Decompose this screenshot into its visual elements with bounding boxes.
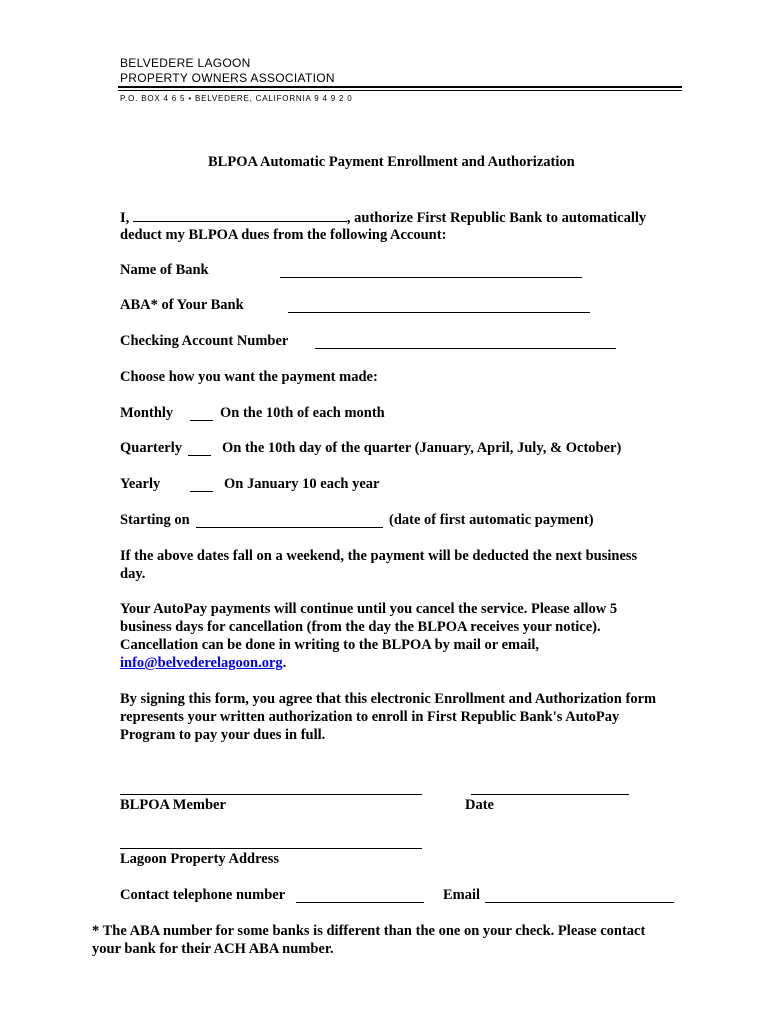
quarterly-desc: On the 10th day of the quarter (January, April, July, & October) [222, 440, 622, 456]
authorize-suffix: , authorize First Republic Bank to automatically [346, 210, 647, 226]
weekend-line2: day. [120, 566, 146, 582]
starting-desc: (date of first automatic payment) [389, 512, 594, 528]
quarterly-checkbox-blank[interactable] [188, 455, 211, 456]
phone-blank[interactable] [296, 902, 424, 903]
bank-name-blank[interactable] [280, 277, 582, 278]
aba-label: ABA* of Your Bank [120, 297, 244, 313]
yearly-label: Yearly [120, 476, 161, 492]
monthly-label: Monthly [120, 405, 174, 421]
email-label: Email [443, 887, 481, 903]
autopay-line2: business days for cancellation (from the day the BLPOA receives your notice). [120, 619, 601, 635]
member-label: BLPOA Member [120, 797, 226, 813]
quarterly-label: Quarterly [120, 440, 183, 456]
form-title: BLPOA Automatic Payment Enrollment and Authorization [208, 154, 575, 170]
address-label: Lagoon Property Address [120, 851, 279, 867]
autopay-line1: Your AutoPay payments will continue until you cancel the service. Please allow 5 [120, 601, 618, 617]
authorize-prefix: I, [120, 210, 130, 226]
authorize-line2: deduct my BLPOA dues from the following Account: [120, 227, 447, 243]
signing-line2: represents your written authorization to enroll in First Republic Bank's AutoPay [120, 709, 620, 725]
payment-prompt: Choose how you want the payment made: [120, 369, 378, 385]
email-period: . [282, 655, 287, 671]
autopay-line3: Cancellation can be done in writing to the BLPOA by mail or email, [120, 637, 540, 653]
bank-name-label: Name of Bank [120, 262, 209, 278]
date-label: Date [465, 797, 494, 813]
yearly-checkbox-blank[interactable] [190, 491, 213, 492]
email-blank[interactable] [485, 902, 674, 903]
checking-blank[interactable] [315, 348, 616, 349]
email-link[interactable]: info@belvederelagoon.org [120, 655, 283, 671]
signing-line3: Program to pay your dues in full. [120, 727, 326, 743]
weekend-line1: If the above dates fall on a weekend, the payment will be deducted the next business [120, 548, 638, 564]
member-signature-blank[interactable] [120, 794, 422, 795]
aba-blank[interactable] [288, 312, 590, 313]
address-blank[interactable] [120, 848, 422, 849]
signing-line1: By signing this form, you agree that this electronic Enrollment and Authorization form [120, 691, 657, 707]
autopay-paragraph [120, 600, 700, 672]
org-address: P.O. BOX 4 6 5 • BELVEDERE, CALIFORNIA 9 4 9 2 0 [120, 94, 353, 103]
footnote-line2: your bank for their ACH ABA number. [92, 941, 334, 957]
starting-label: Starting on [120, 512, 190, 528]
date-blank[interactable] [471, 794, 629, 795]
org-name-line1: BELVEDERE LAGOON [120, 56, 251, 70]
signing-paragraph [120, 690, 700, 744]
authorize-line1 [120, 209, 646, 227]
header-rule-thin [118, 90, 682, 91]
name-blank[interactable] [133, 209, 347, 222]
monthly-desc: On the 10th of each month [220, 405, 385, 421]
phone-label: Contact telephone number [120, 887, 286, 903]
autopay-line4 [120, 654, 700, 672]
yearly-desc: On January 10 each year [224, 476, 380, 492]
checking-label: Checking Account Number [120, 333, 289, 349]
monthly-checkbox-blank[interactable] [190, 420, 213, 421]
org-name-line2: PROPERTY OWNERS ASSOCIATION [120, 71, 335, 85]
footnote-line1: * The ABA number for some banks is different than the one on your check. Please contact [92, 923, 646, 939]
header-rule-thick [118, 86, 682, 88]
weekend-paragraph [120, 547, 700, 583]
starting-date-blank[interactable] [196, 527, 383, 528]
